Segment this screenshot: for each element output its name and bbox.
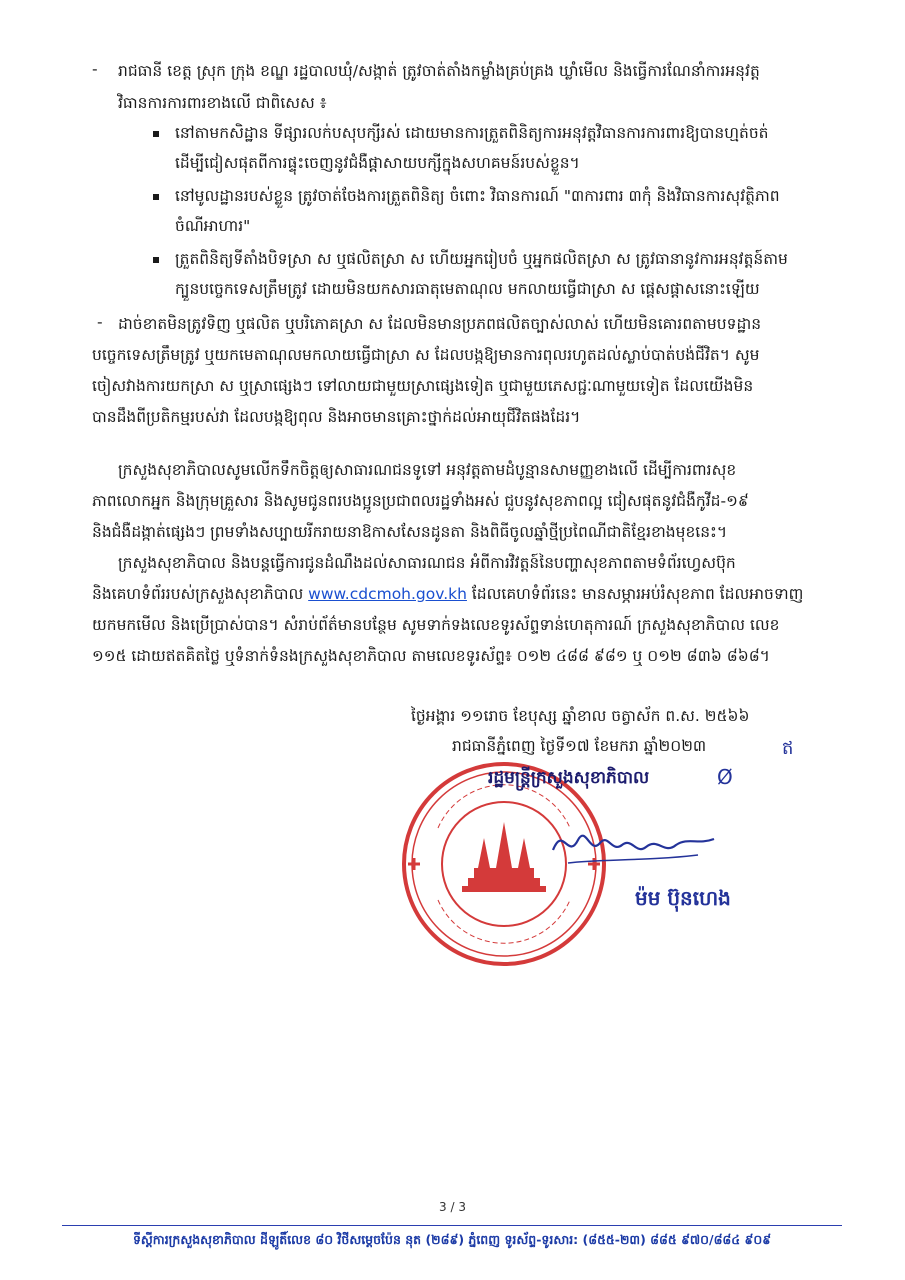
- body-line: បច្ចេកទេសត្រឹមត្រូវ ឬយកមេតាណុលមកលាយធ្វើជាស្រា ស ដែលបង្កឱ្យមានការពុលរហូតដល់ស្លាប់បាត់បង់ជីវិត។ សូម: [92, 346, 760, 364]
- lunar-date: ថ្ងៃអង្គារ ១១រោច ខែបុស្ស ឆ្នាំខាល ចត្វាស័ក ព.ស. ២៥៦៦: [411, 707, 750, 725]
- footer-divider: [62, 1225, 842, 1226]
- body-line: ដាច់ខាតមិនត្រូវទិញ ឬផលិត ឬបរិភោគស្រា ស ដែលមិនមានប្រភពផលិតច្បាស់លាស់ ហើយមិនគោរពតាមបទដ្ឋាន: [118, 315, 762, 333]
- body-line: រាជធានី ខេត្ត ស្រុក ក្រុង ខណ្ឌ រដ្ឋបាលឃុំ/សង្កាត់ ត្រូវចាត់តាំងកម្លាំងគ្រប់គ្រង ឃ្លាំមើល និងធ្វើការណែនាំការអនុវត្ត: [118, 62, 760, 80]
- body-line: ភាពលោកអ្នក និងក្រុមគ្រួសារ និងសូមជូនពរបងប្អូនប្រជាពលរដ្ឋទាំងអស់ ជួបនូវសុខភាពល្អ ជៀសផុតនូវជំងឺកូវីដ-១៩: [92, 492, 749, 510]
- body-line: ក្រសួងសុខាភិបាល និងបន្តធ្វើការជូនដំណឹងដល់សាធារណជន អំពីការវិវត្តន៍នៃបញ្ហាសុខភាពតាមទំព័រហ្វេសប៊ុក: [118, 554, 736, 572]
- initial-mark-icon: ឥ: [782, 738, 794, 759]
- body-text: ដែលគេហទំព័រនេះ មានសម្ភារអប់រំសុខភាព ដែលអាចទាញ: [466, 585, 804, 603]
- bullet-marker: [153, 257, 159, 263]
- website-link[interactable]: www.cdcmoh.gov.kh: [308, 585, 467, 603]
- body-line: ១១៥ ដោយឥតគិតថ្លៃ ឬទំនាក់ទំនងក្រសួងសុខាភិបាល តាមលេខទូរស័ព្ទ៖ ០១២ ៤៨៨ ៩៨១ ឬ ០១២ ៨៣៦ ៨៦៨។: [92, 647, 770, 665]
- body-line: វិធានការការពារខាងលើ ជាពិសេស ៖: [118, 94, 327, 112]
- footer-address: ទីស្ដីការក្រសួងសុខាភិបាល ដីឡូតិ៍លេខ ៨០ វិថីសម្ដេចប៉ែន នុត (២៨៩) ភ្នំពេញ ទូរស័ព្ទ-ទូរសារ: (៨៥៥-២៣) ៨៨៥ ៩៧០/៨៨៤ ៩០៩: [132, 1232, 772, 1247]
- page-number: 3 / 3: [439, 1200, 466, 1214]
- body-line: ក្រសួងសុខាភិបាលសូមលើកទឹកចិត្តឲ្យសាធារណជនទូទៅ អនុវត្តតាមដំបូន្មានសាមញ្ញខាងលើ ដើម្បីការពារសុខ: [118, 461, 737, 479]
- signatory-name: ម៉ម ប៊ុនហេង: [635, 886, 731, 910]
- bullet-line: ត្រួតពិនិត្យទីតាំងបិទស្រា ស ឬផលិតស្រា ស ហើយអ្នករៀបចំ ឬអ្នកផលិតស្រា ស ត្រូវធានានូវការអនុវត្តន៍តាម: [175, 250, 788, 268]
- solar-date: រាជធានីភ្នំពេញ ថ្ងៃទី១៧ ខែមករា ឆ្នាំ២០២៣: [452, 737, 707, 755]
- body-text: និងគេហទំព័ររបស់ក្រសួងសុខាភិបាល: [92, 585, 309, 603]
- bullet-line: នៅមូលដ្ឋានរបស់ខ្លួន ត្រូវចាត់ចែងការត្រួតពិនិត្យ ចំពោះ វិធានការណ៍ "៣ការពារ ៣កុំ និងវិធានការសុវត្ថិភាព: [175, 187, 780, 205]
- bullet-line: ចំណីអាហារ": [175, 217, 251, 235]
- signatory-title: រដ្ឋមន្ត្រីក្រសួងសុខាភិបាល: [488, 768, 650, 788]
- body-line: ចៀសវាងការយកស្រា ស ឬស្រាផ្សេងៗ ទៅលាយជាមួយស្រាផ្សេងទៀត ឬជាមួយភេសជ្ជៈណាមួយទៀត ដែលយើងមិន: [92, 377, 754, 395]
- bullet-marker: [153, 131, 159, 137]
- bullet-line: ដើម្បីជៀសផុតពីការផ្ទុះចេញនូវជំងឺផ្ដាសាយបក្សីក្នុងសហគមន៍របស់ខ្លួន។: [175, 154, 580, 172]
- body-line: និងជំងឺដង្កាត់ផ្សេងៗ ព្រមទាំងសប្បាយរីករាយនាឱកាសសែនដូនតា និងពិធីចូលឆ្នាំថ្មីប្រពៃណីជាតិខ្មែរខាងមុខនេះ។: [92, 523, 728, 541]
- signature-icon: [548, 815, 718, 875]
- body-line: យកមកមើល និងប្រើប្រាស់បាន។ សំរាប់ព័ត៌មានបន្ថែម សូមទាក់ទងលេខទូរស័ព្ទទាន់ហេតុការណ៍ ក្រសួងសុខាភិបាល លេខ: [92, 616, 780, 634]
- bullet-line: ក្បួនបច្ចេកទេសត្រឹមត្រូវ ដោយមិនយកសារធាតុមេតាណុល មកលាយធ្វើជាស្រា ស ផ្ដេសផ្ដាសនោះឡើយ: [175, 280, 760, 298]
- handwritten-mark-icon: Ø: [717, 765, 733, 789]
- body-line: បានដឹងពីប្រតិកម្មរបស់វា ដែលបង្កឱ្យពុល និងអាចមានគ្រោះថ្នាក់ដល់អាយុជីវិតផងដែរ។: [92, 408, 581, 426]
- dash-marker: -: [97, 313, 103, 331]
- body-line-with-link: [92, 583, 803, 605]
- bullet-line: នៅតាមកសិដ្ឋាន ទីផ្សារលក់បសុបក្សីរស់ ដោយមានការត្រួតពិនិត្យការអនុវត្តវិធានការការពារឱ្យបានហ្មត់ចត់: [175, 124, 769, 142]
- dash-marker: -: [92, 60, 98, 78]
- bullet-marker: [153, 194, 159, 200]
